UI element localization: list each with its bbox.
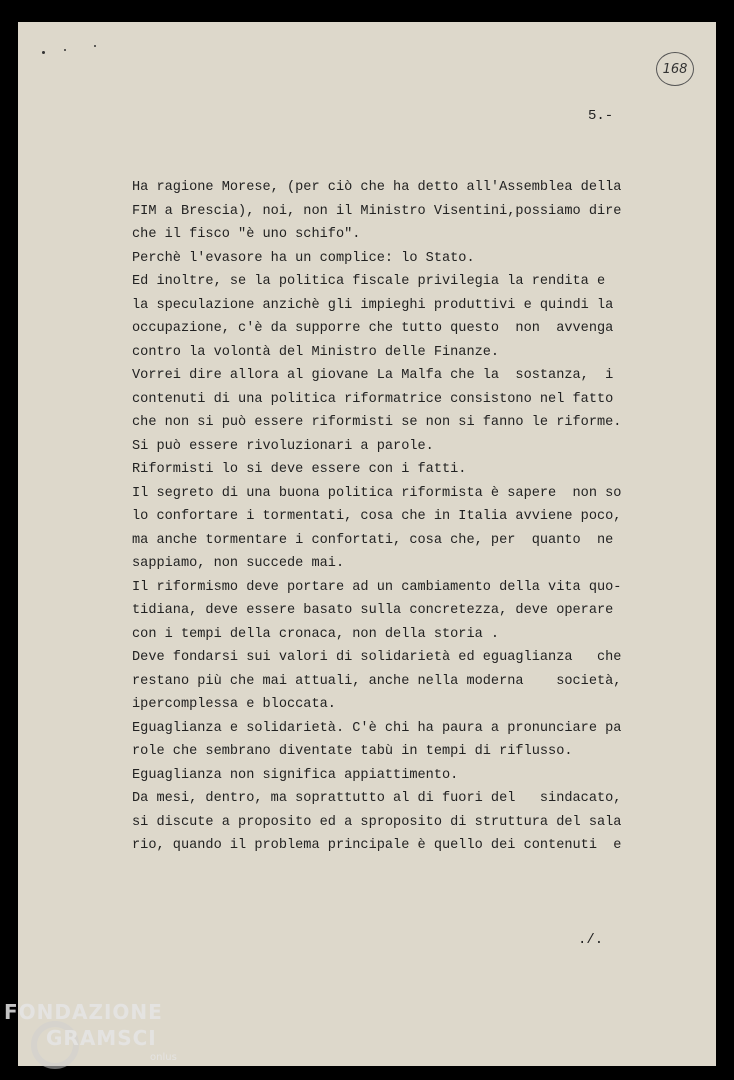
watermark-line3: onlus — [150, 1052, 177, 1063]
text-line: che il fisco "è uno schifo". — [132, 227, 361, 242]
text-line: Deve fondarsi sui valori di solidarietà ed eguaglianza che — [132, 650, 622, 665]
punch-mark — [42, 51, 45, 54]
text-line: Si può essere rivoluzionari a parole. — [132, 438, 434, 454]
watermark-line1: FONDAZIONE — [4, 1000, 163, 1024]
text-line: occupazione, c'è da supporre che tutto questo non avvenga — [132, 321, 614, 336]
text-line: sappiamo, non succede mai. — [132, 556, 345, 571]
text-line: la speculazione anzichè gli impieghi produttivi e quindi la — [132, 297, 614, 313]
watermark-logo — [4, 998, 194, 1078]
text-line: FIM a Brescia), noi, non il Ministro Visentini,possiamo dire — [132, 203, 622, 219]
text-line: Il segreto di una buona politica riformista è sapere non so — [132, 485, 622, 501]
text-line: tidiana, deve essere basato sulla concretezza, deve operare — [132, 603, 614, 618]
text-line: Ed inoltre, se la politica fiscale privilegia la rendita e — [132, 274, 606, 289]
text-line: role che sembrano diventate tabù in tempi di riflusso. — [132, 744, 573, 759]
text-line: ipercomplessa e bloccata. — [132, 697, 336, 712]
text-line: Il riformismo deve portare ad un cambiamento della vita quo- — [132, 579, 622, 595]
body-text — [132, 176, 632, 858]
text-line: ma anche tormentare i confortati, cosa che, per quanto ne — [132, 532, 614, 548]
text-line: lo confortare i tormentati, cosa che in Italia avviene poco, — [132, 509, 622, 524]
text-line: Ha ragione Morese, (per ciò che ha detto all'Assemblea della — [132, 180, 622, 195]
page-number: 5.- — [588, 108, 614, 124]
text-line: Eguaglianza non significa appiattimento. — [132, 767, 459, 783]
watermark-line2: GRAMSCI — [46, 1026, 157, 1050]
text-line: Perchè l'evasore ha un complice: lo Stato. — [132, 250, 475, 266]
continuation-mark: ./. — [578, 932, 604, 948]
text-line: contro la volontà del Ministro delle Finanze. — [132, 344, 500, 360]
punch-mark — [94, 45, 96, 47]
text-line: Riformisti lo si deve essere con i fatti. — [132, 462, 467, 477]
text-line: si discute a proposito ed a sproposito di struttura del sala — [132, 814, 622, 830]
text-line: contenuti di una politica riformatrice consistono nel fatto — [132, 391, 614, 407]
text-line: con i tempi della cronaca, non della storia . — [132, 626, 500, 642]
text-line: Vorrei dire allora al giovane La Malfa che la sostanza, i — [132, 368, 614, 383]
text-line: Da mesi, dentro, ma soprattutto al di fuori del sindacato, — [132, 791, 622, 806]
folio-stamp: 168 — [656, 52, 694, 86]
text-line: che non si può essere riformisti se non si fanno le riforme. — [132, 415, 622, 430]
punch-mark — [64, 49, 66, 51]
text-line: Eguaglianza e solidarietà. C'è chi ha paura a pronunciare pa — [132, 720, 622, 736]
text-line: rio, quando il problema principale è quello dei contenuti e — [132, 838, 622, 853]
text-line: restano più che mai attuali, anche nella moderna società, — [132, 673, 622, 689]
